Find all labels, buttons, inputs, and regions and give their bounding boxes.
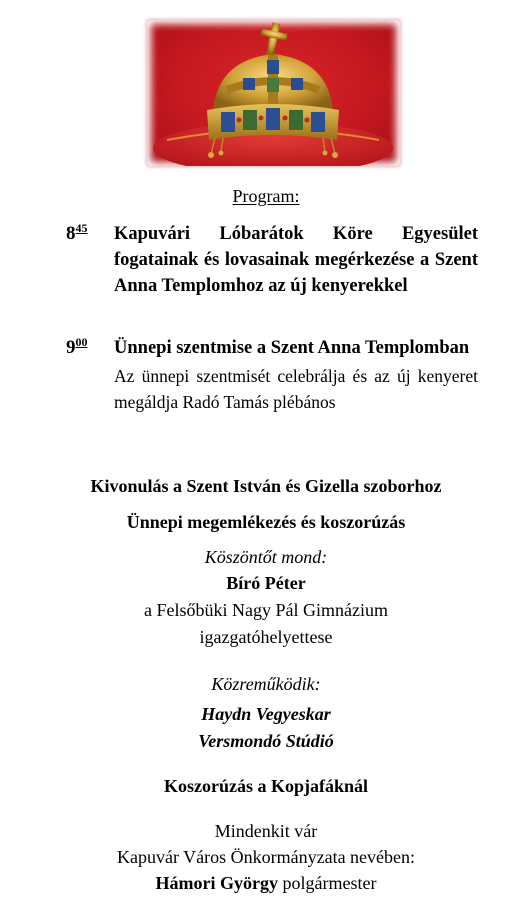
program-item-time: $8^{45}$ <box>66 221 88 244</box>
commemoration-heading: Ünnepi megemlékezés és koszorúzás <box>126 512 406 532</box>
program-item-text: Kapuvári Lóbarátok Köre Egyesület fogatainak és lovasainak megérkezése a Szent Anna Templomhoz az új kenyerekkel <box>114 224 478 296</box>
program-item-time: $9^{00}$ <box>66 335 88 358</box>
invite-line: Mindenkit vár <box>214 821 318 841</box>
program-item-text: Ünnepi szentmise a Szent Anna Templomban <box>114 338 470 358</box>
greeting-label: Köszöntőt mond: <box>204 547 328 567</box>
invite-organizer: Kapuvár Város Önkormányzata nevében: <box>116 847 416 867</box>
contributor-item: Haydn Vegyeskar <box>201 704 331 724</box>
contributor-item: Versmondó Stúdió <box>198 731 334 751</box>
mayor-title: polgármester <box>282 873 377 893</box>
wreath-laying-heading: Koszorúzás a Kopjafáknál <box>163 776 368 796</box>
program-item-2 <box>66 335 478 415</box>
speaker-role-cont: igazgatóhelyettese <box>199 627 333 647</box>
speaker-role: a Felsőbüki Nagy Pál Gimnázium <box>144 600 388 620</box>
program-item-note: Az ünnepi szentmisét celebrálja és az új kenyeret megáldja Radó Tamás plébános <box>114 366 478 412</box>
speaker-name: Bíró Péter <box>226 573 306 593</box>
crown-illustration <box>147 20 400 166</box>
program-title: Program: <box>232 186 300 206</box>
mayor-signature <box>0 871 532 895</box>
contributors-label: Közreműködik: <box>211 674 321 694</box>
mayor-name: Hámori György <box>155 873 278 893</box>
procession-heading: Kivonulás a Szent István és Gizella szoborhoz <box>90 476 442 496</box>
program-item-1 <box>66 221 478 299</box>
holy-crown-image <box>147 20 400 166</box>
